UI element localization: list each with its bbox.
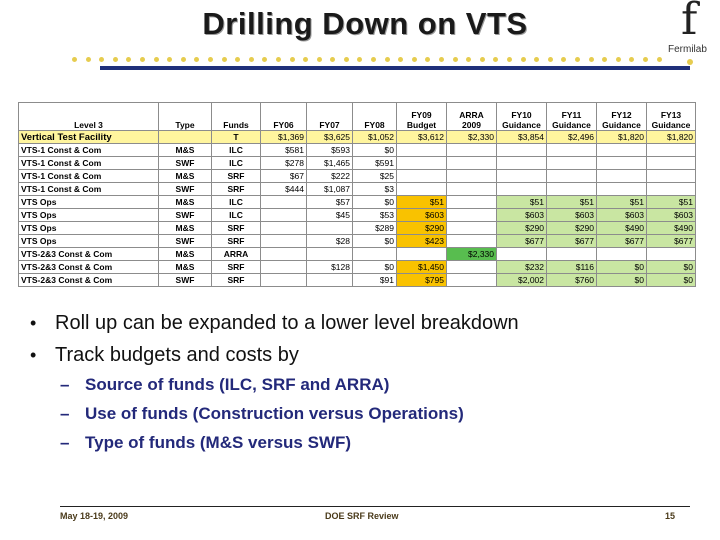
value-cell: $1,465	[307, 157, 353, 170]
page-number: 15	[665, 511, 676, 521]
row-label: VTS-1 Const & Com	[19, 170, 159, 183]
value-cell: $0	[647, 274, 696, 287]
bullet-list	[30, 308, 519, 372]
category-cell: SWF	[159, 209, 212, 222]
value-cell	[397, 157, 447, 170]
value-cell: $289	[353, 222, 397, 235]
divider-dot	[167, 57, 172, 62]
value-cell	[397, 248, 447, 261]
divider-dot	[507, 57, 512, 62]
value-cell: $290	[497, 222, 547, 235]
sub-bullet-item	[60, 401, 464, 430]
category-cell: SWF	[159, 235, 212, 248]
slide-title: Drilling Down on VTS	[202, 6, 528, 41]
footer-date: May 18-19, 2009	[60, 511, 129, 521]
category-cell: ILC	[212, 157, 261, 170]
value-cell: $28	[307, 235, 353, 248]
value-cell	[261, 235, 307, 248]
category-cell: SWF	[159, 274, 212, 287]
value-cell: $290	[397, 222, 447, 235]
value-cell: $25	[353, 170, 397, 183]
value-cell	[261, 274, 307, 287]
divider-dot	[344, 57, 349, 62]
value-cell	[447, 209, 497, 222]
value-cell: $677	[547, 235, 597, 248]
category-cell: M&S	[159, 261, 212, 274]
category-cell: SRF	[212, 222, 261, 235]
category-cell: SWF	[159, 157, 212, 170]
sub-bullet-item	[60, 430, 464, 459]
value-cell: $0	[353, 196, 397, 209]
value-cell: $3,612	[397, 131, 447, 144]
value-cell: $1,369	[261, 131, 307, 144]
value-cell	[447, 144, 497, 157]
table-header-row	[19, 103, 696, 131]
divider-dot	[303, 57, 308, 62]
value-cell	[547, 144, 597, 157]
category-cell: SWF	[159, 183, 212, 196]
divider-dot	[262, 57, 267, 62]
category-cell: ILC	[212, 144, 261, 157]
divider-dot	[72, 57, 77, 62]
bullet-dot-icon: •	[30, 345, 37, 365]
divider-dot	[330, 57, 335, 62]
value-cell	[497, 170, 547, 183]
divider-dot	[439, 57, 444, 62]
row-label: Vertical Test Facility	[19, 131, 159, 144]
divider-dot	[534, 57, 539, 62]
column-header: FY07	[307, 103, 353, 131]
table-row	[19, 248, 696, 261]
value-cell: $232	[497, 261, 547, 274]
category-cell: ILC	[212, 196, 261, 209]
value-cell: $290	[547, 222, 597, 235]
table-row	[19, 196, 696, 209]
divider-dot	[235, 57, 240, 62]
value-cell: $603	[497, 209, 547, 222]
bullet-item	[30, 308, 519, 340]
value-cell: $51	[497, 196, 547, 209]
row-label: VTS Ops	[19, 222, 159, 235]
category-cell: M&S	[159, 170, 212, 183]
value-cell: $2,330	[447, 248, 497, 261]
footer-title: DOE SRF Review	[325, 511, 399, 521]
category-cell: M&S	[159, 248, 212, 261]
value-cell: $603	[397, 209, 447, 222]
value-cell	[497, 183, 547, 196]
divider-dot	[194, 57, 199, 62]
divider-dot	[371, 57, 376, 62]
value-cell: $3,625	[307, 131, 353, 144]
divider-dot	[616, 57, 621, 62]
value-cell: $222	[307, 170, 353, 183]
value-cell: $116	[547, 261, 597, 274]
value-cell: $0	[597, 274, 647, 287]
category-cell: SRF	[212, 235, 261, 248]
value-cell: $795	[397, 274, 447, 287]
table-row	[19, 261, 696, 274]
value-cell: $2,330	[447, 131, 497, 144]
value-cell: $1,450	[397, 261, 447, 274]
divider-dot	[113, 57, 118, 62]
divider-dot	[276, 57, 281, 62]
value-cell: $2,496	[547, 131, 597, 144]
divider-dot	[453, 57, 458, 62]
table-row	[19, 131, 696, 144]
table-row	[19, 144, 696, 157]
table-row	[19, 183, 696, 196]
fermilab-logo-icon: f	[681, 0, 698, 45]
value-cell	[447, 170, 497, 183]
column-header: FY09 Budget	[397, 103, 447, 131]
footer-divider	[60, 506, 690, 507]
value-cell	[261, 196, 307, 209]
value-cell: $1,052	[353, 131, 397, 144]
vts-budget-table	[18, 102, 696, 287]
divider-dot	[466, 57, 471, 62]
table-row	[19, 222, 696, 235]
value-cell	[647, 170, 696, 183]
bullet-item	[30, 340, 519, 372]
divider-dot	[154, 57, 159, 62]
value-cell: $57	[307, 196, 353, 209]
fermilab-logo-text: Fermilab	[668, 44, 707, 55]
value-cell: $581	[261, 144, 307, 157]
category-cell: M&S	[159, 222, 212, 235]
value-cell: $603	[597, 209, 647, 222]
value-cell: $51	[597, 196, 647, 209]
column-header: FY12 Guidance	[597, 103, 647, 131]
value-cell: $677	[497, 235, 547, 248]
row-label: VTS Ops	[19, 235, 159, 248]
value-cell: $0	[597, 261, 647, 274]
value-cell	[597, 183, 647, 196]
category-cell: SRF	[212, 183, 261, 196]
value-cell: $593	[307, 144, 353, 157]
divider-dot	[575, 57, 580, 62]
dotted-divider	[72, 57, 672, 63]
divider-dot	[521, 57, 526, 62]
value-cell	[447, 274, 497, 287]
divider-dot	[249, 57, 254, 62]
dash-icon: –	[60, 375, 70, 394]
value-cell: $760	[547, 274, 597, 287]
value-cell	[447, 222, 497, 235]
column-header: FY13 Guidance	[647, 103, 696, 131]
row-label: VTS-2&3 Const & Com	[19, 248, 159, 261]
divider-dot	[357, 57, 362, 62]
row-label: VTS-2&3 Const & Com	[19, 274, 159, 287]
value-cell: $51	[547, 196, 597, 209]
table-row	[19, 235, 696, 248]
category-cell: ARRA	[212, 248, 261, 261]
value-cell: $677	[597, 235, 647, 248]
value-cell: $1,087	[307, 183, 353, 196]
value-cell: $423	[397, 235, 447, 248]
value-cell: $1,820	[597, 131, 647, 144]
value-cell	[447, 183, 497, 196]
sub-bullet-text: Type of funds (M&S versus SWF)	[85, 433, 352, 452]
value-cell	[597, 170, 647, 183]
column-header: Type	[159, 103, 212, 131]
dash-icon: –	[60, 433, 70, 452]
value-cell	[597, 144, 647, 157]
value-cell	[647, 183, 696, 196]
column-header: FY10 Guidance	[497, 103, 547, 131]
row-label: VTS-1 Const & Com	[19, 157, 159, 170]
value-cell: $2,002	[497, 274, 547, 287]
value-cell: $51	[397, 196, 447, 209]
value-cell	[547, 183, 597, 196]
value-cell: $278	[261, 157, 307, 170]
value-cell: $91	[353, 274, 397, 287]
divider-dot	[208, 57, 213, 62]
value-cell	[497, 144, 547, 157]
value-cell	[261, 261, 307, 274]
column-header: FY08	[353, 103, 397, 131]
divider-dot	[493, 57, 498, 62]
value-cell	[261, 222, 307, 235]
value-cell: $603	[547, 209, 597, 222]
column-header: Level 3	[19, 103, 159, 131]
value-cell: $3,854	[497, 131, 547, 144]
title-underline-bar	[100, 66, 690, 70]
value-cell	[597, 248, 647, 261]
category-cell: SRF	[212, 261, 261, 274]
value-cell	[397, 170, 447, 183]
row-label: VTS-1 Const & Com	[19, 183, 159, 196]
value-cell: $1,820	[647, 131, 696, 144]
table-row	[19, 157, 696, 170]
divider-dot	[412, 57, 417, 62]
divider-dot	[657, 57, 662, 62]
divider-dot	[290, 57, 295, 62]
divider-dot	[602, 57, 607, 62]
value-cell: $677	[647, 235, 696, 248]
column-header: ARRA 2009	[447, 103, 497, 131]
divider-dot	[548, 57, 553, 62]
column-header: Funds	[212, 103, 261, 131]
value-cell	[397, 183, 447, 196]
value-cell	[547, 157, 597, 170]
category-cell: M&S	[159, 144, 212, 157]
divider-dot	[687, 59, 693, 65]
value-cell: $444	[261, 183, 307, 196]
row-label: VTS-2&3 Const & Com	[19, 261, 159, 274]
sub-bullet-item	[60, 372, 464, 401]
value-cell	[547, 170, 597, 183]
divider-dot	[181, 57, 186, 62]
category-cell	[159, 131, 212, 144]
row-label: VTS Ops	[19, 196, 159, 209]
bullet-dot-icon: •	[30, 313, 37, 333]
value-cell: $53	[353, 209, 397, 222]
value-cell: $603	[647, 209, 696, 222]
value-cell	[307, 274, 353, 287]
divider-dot	[317, 57, 322, 62]
value-cell	[447, 261, 497, 274]
table-row	[19, 209, 696, 222]
divider-dot	[589, 57, 594, 62]
value-cell	[397, 144, 447, 157]
value-cell	[647, 144, 696, 157]
table-row	[19, 170, 696, 183]
sub-bullet-text: Use of funds (Construction versus Operations)	[85, 404, 464, 423]
value-cell	[261, 209, 307, 222]
value-cell: $67	[261, 170, 307, 183]
divider-dot	[398, 57, 403, 62]
value-cell	[353, 248, 397, 261]
divider-dot	[480, 57, 485, 62]
category-cell: SRF	[212, 170, 261, 183]
value-cell	[647, 248, 696, 261]
divider-dot	[425, 57, 430, 62]
column-header: FY06	[261, 103, 307, 131]
category-cell: T	[212, 131, 261, 144]
divider-dot	[629, 57, 634, 62]
dash-icon: –	[60, 404, 70, 423]
value-cell: $128	[307, 261, 353, 274]
value-cell: $45	[307, 209, 353, 222]
value-cell	[547, 248, 597, 261]
category-cell: SRF	[212, 274, 261, 287]
value-cell	[597, 157, 647, 170]
value-cell: $591	[353, 157, 397, 170]
value-cell: $0	[647, 261, 696, 274]
divider-dot	[140, 57, 145, 62]
value-cell	[261, 248, 307, 261]
table-row	[19, 274, 696, 287]
value-cell	[497, 248, 547, 261]
divider-dot	[385, 57, 390, 62]
value-cell: $3	[353, 183, 397, 196]
value-cell: $0	[353, 235, 397, 248]
value-cell: $0	[353, 261, 397, 274]
value-cell	[497, 157, 547, 170]
divider-dot	[86, 57, 91, 62]
value-cell	[447, 196, 497, 209]
value-cell	[447, 157, 497, 170]
value-cell: $490	[597, 222, 647, 235]
divider-dot	[126, 57, 131, 62]
bullet-text: Roll up can be expanded to a lower level breakdown	[55, 312, 519, 334]
divider-dot	[99, 57, 104, 62]
value-cell: $51	[647, 196, 696, 209]
divider-dot	[643, 57, 648, 62]
column-header: FY11 Guidance	[547, 103, 597, 131]
value-cell: $490	[647, 222, 696, 235]
bullet-text: Track budgets and costs by	[55, 344, 299, 366]
row-label: VTS-1 Const & Com	[19, 144, 159, 157]
value-cell	[307, 248, 353, 261]
row-label: VTS Ops	[19, 209, 159, 222]
category-cell: M&S	[159, 196, 212, 209]
value-cell: $0	[353, 144, 397, 157]
value-cell	[647, 157, 696, 170]
divider-dot	[561, 57, 566, 62]
value-cell	[307, 222, 353, 235]
sub-bullet-list	[60, 372, 464, 459]
category-cell: ILC	[212, 209, 261, 222]
value-cell	[447, 235, 497, 248]
sub-bullet-text: Source of funds (ILC, SRF and ARRA)	[85, 375, 390, 394]
divider-dot	[222, 57, 227, 62]
